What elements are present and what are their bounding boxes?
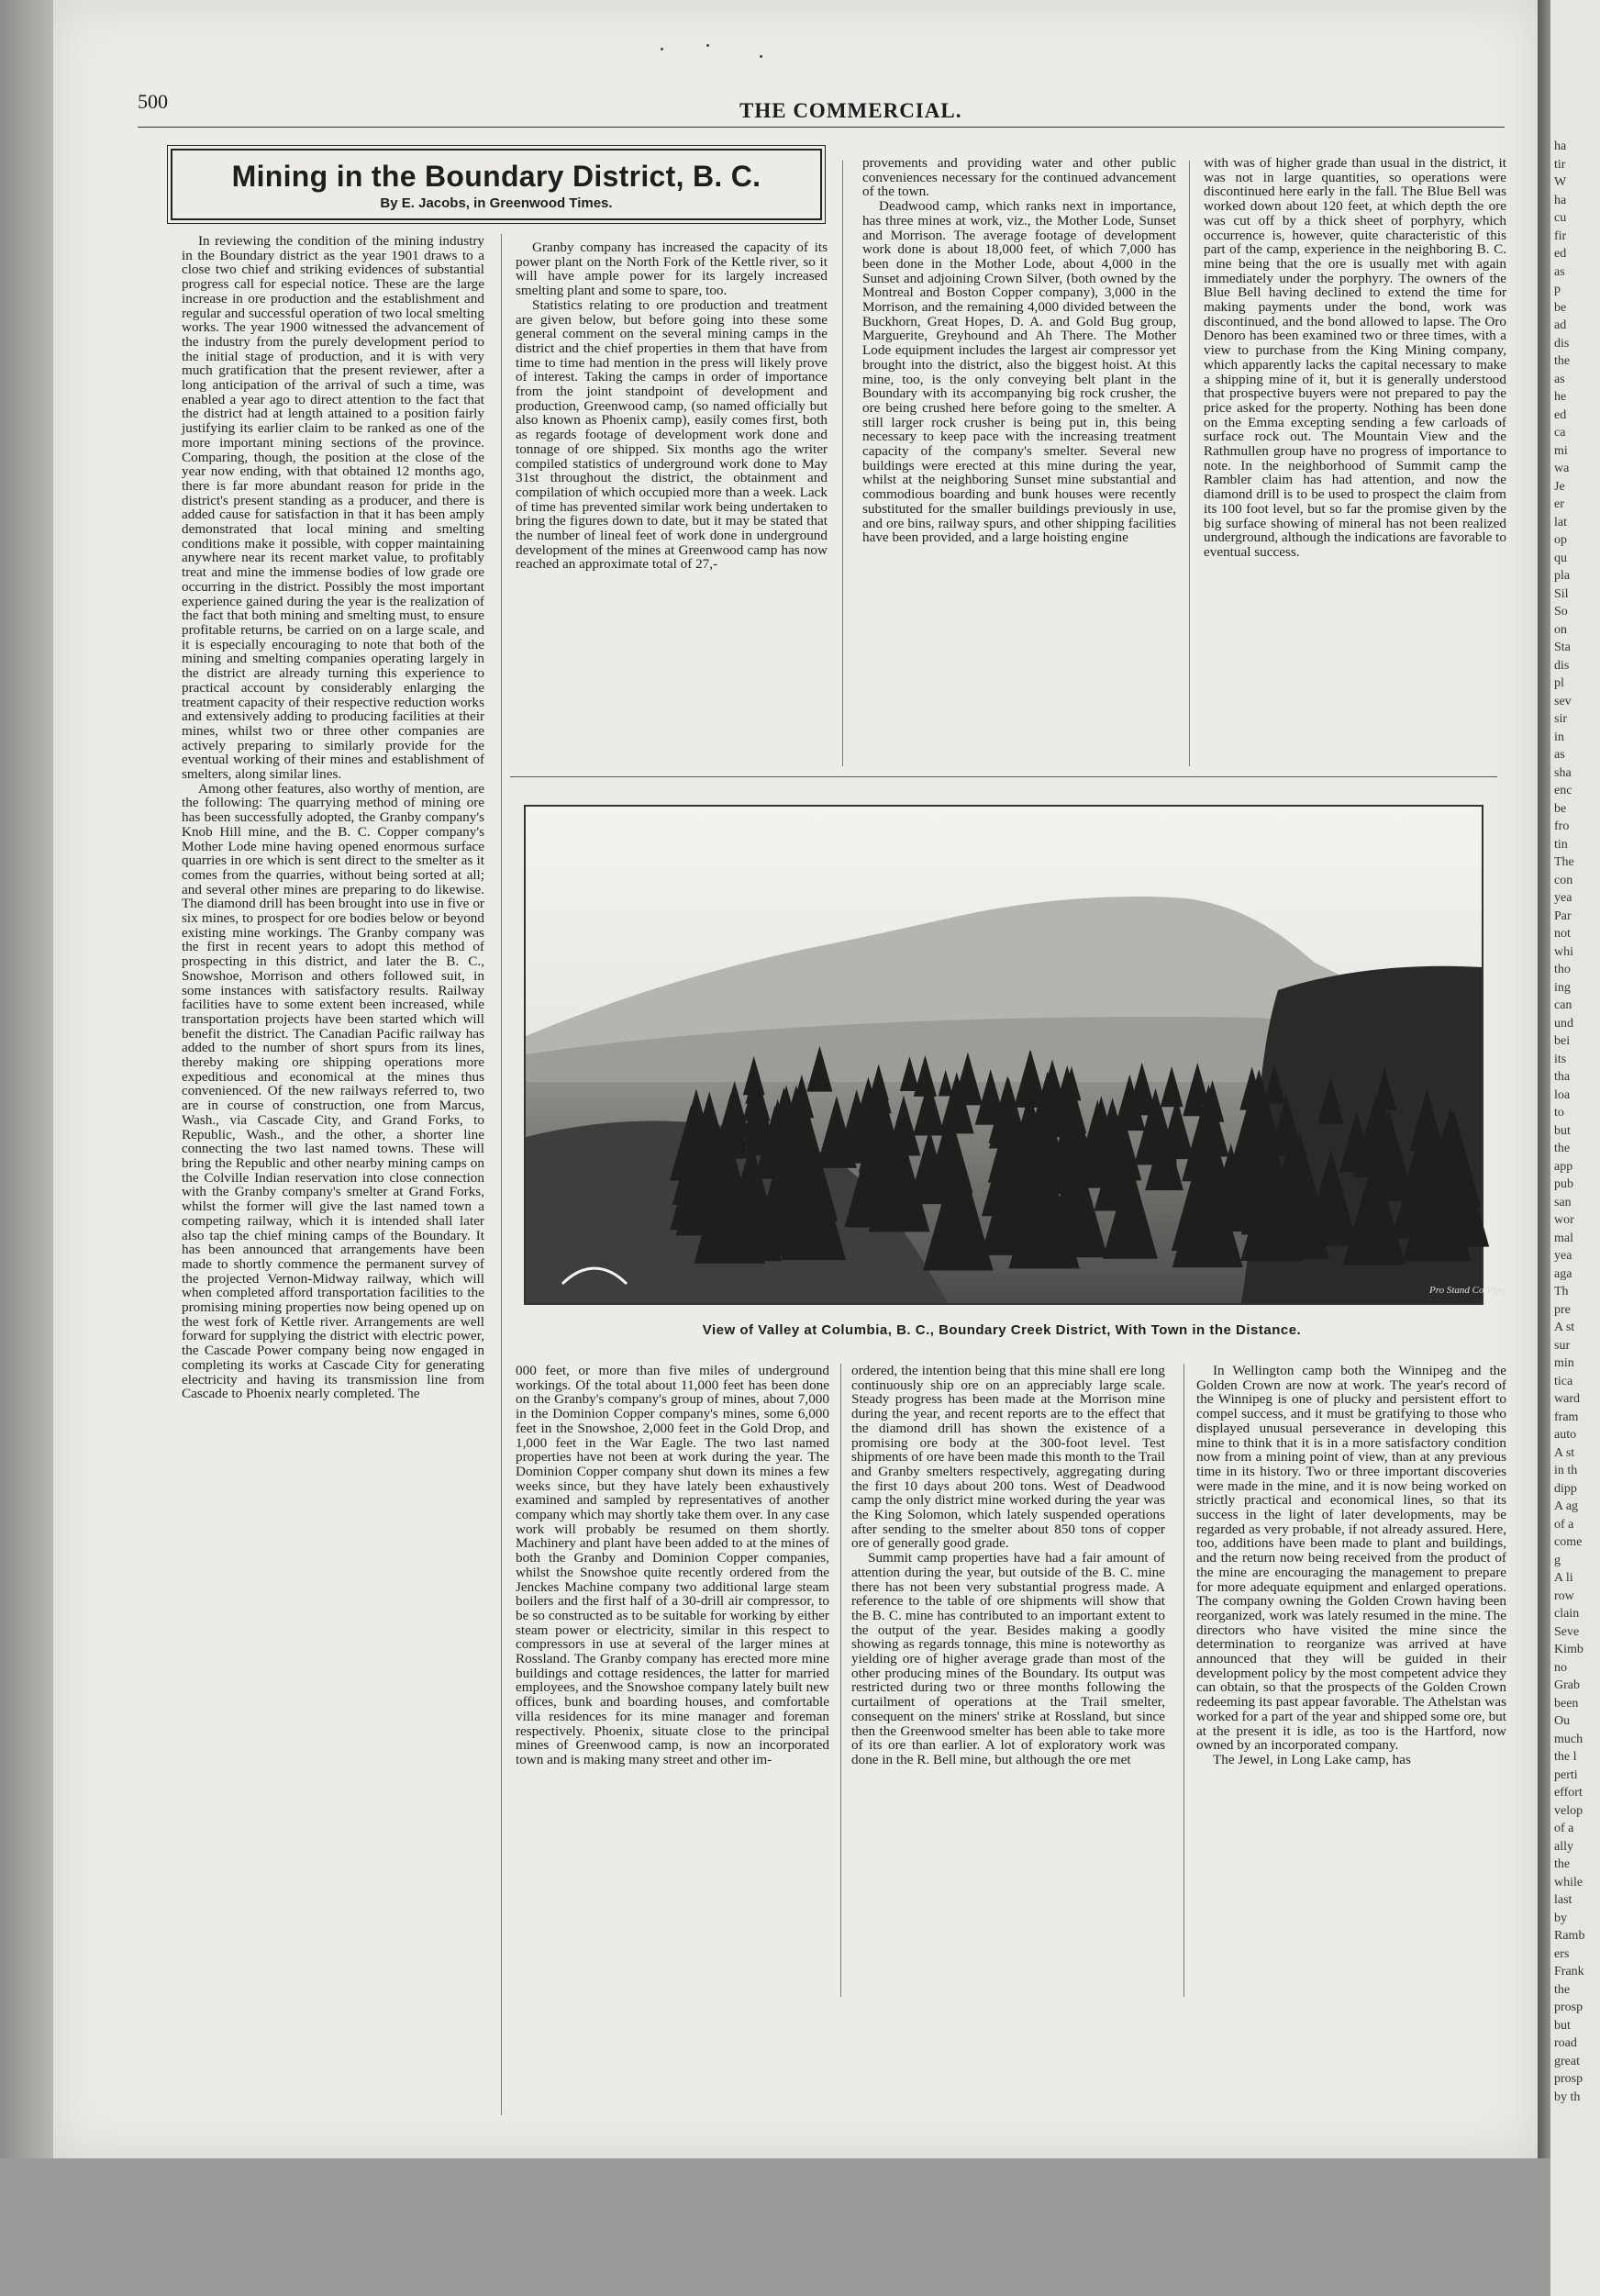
next-page-line: Grab (1554, 1678, 1580, 1692)
next-page-line: mi (1554, 443, 1568, 458)
column-rule (1183, 1364, 1184, 1997)
photo-credit: Pro Stand Co Wpg (1429, 1285, 1506, 1296)
next-page-line: er (1554, 497, 1564, 511)
next-page-line: tin (1554, 837, 1568, 852)
next-page-line: in (1554, 730, 1564, 744)
next-page-line: loa (1554, 1087, 1571, 1102)
next-page-line: be (1554, 801, 1567, 816)
next-page-line: ers (1554, 1946, 1570, 1961)
next-page-line: qu (1554, 551, 1567, 565)
next-page-line: clain (1554, 1607, 1580, 1621)
next-page-line: So (1554, 605, 1568, 619)
next-page-line: whi (1554, 944, 1573, 959)
next-page-line: pl (1554, 676, 1564, 690)
next-page-line: fro (1554, 819, 1570, 833)
column-4 (1204, 156, 1506, 762)
next-page-line: not (1554, 927, 1571, 941)
next-page-line: Seve (1554, 1624, 1580, 1639)
next-page-line: Kimb (1554, 1643, 1583, 1656)
next-page-line: as (1554, 372, 1565, 386)
photo-caption: View of Valley at Columbia, B. C., Boundary Creek District, With Town in the Distance. (702, 1322, 1302, 1338)
column-rule (840, 1364, 841, 1997)
next-page-line: much (1554, 1732, 1583, 1746)
next-page-line: prosp (1554, 2001, 1583, 2014)
next-page-line: by (1554, 1911, 1567, 1925)
column-rule (1189, 161, 1190, 766)
next-page-line: app (1554, 1159, 1573, 1174)
next-page-line: of a (1554, 1517, 1574, 1532)
next-page-line: enc (1554, 784, 1572, 797)
next-page-line: cu (1554, 211, 1567, 225)
next-page-line: yea (1554, 891, 1572, 905)
next-page-line: tho (1554, 963, 1571, 976)
next-page-line: ad (1554, 318, 1567, 332)
next-page-line: ha (1554, 193, 1567, 207)
paragraph: ordered, the intention being that this mine shall ere long continuously ship ore on an appreciably large scale. Steady progress has been made at the Morrison mine during the year, and recent reports are to the effect that the diamond drill has shown the existence of a promising ore body at the 300-foot level. Test shipments of ore have been made this month to the Trail and Granby smelters respectively, aggregating during the first 10 days about 200 tons. West of Deadwood camp the only district mine worked during the year was the King Solomon, which lately suspended operations after sending to the smelter about 850 tons of copper ore of generally good grade. (851, 1363, 1165, 1552)
next-page-line: dis (1554, 658, 1570, 673)
next-page-line: as (1554, 748, 1565, 762)
next-page-line: ca (1554, 426, 1566, 440)
next-page-line: op (1554, 533, 1567, 547)
next-page-line: pre (1554, 1302, 1571, 1317)
next-page-line: great (1554, 2054, 1580, 2068)
next-page-line: no (1554, 1660, 1567, 1675)
next-page-line: lat (1554, 515, 1567, 529)
next-page-line: effort (1554, 1786, 1583, 1800)
next-page-line: ha (1554, 139, 1567, 153)
paragraph: In reviewing the condition of the mining industry in the Boundary district as the year 1901 draws to a close two chief and striking evidences of substantial progress call for especial notice. These are the large increase in ore production and the establishment and regular and successful operation of two local smelting works. The year 1900 witnessed the advancement of the industry from the purely development period to the initial stage of production, and it is with very much gratification that the present reviewer, after a long anticipation of the arrival of such a time, was enabled a year ago to direct attention to the fact that the district had at length attained to a position fairly justifying its earlier claim to be ranked as one of the more important mining sections of the province. Comparing, though, the position at the close of the year now ending, with that obtained 12 months ago, there is far more abundant reason for pride in the district's present standing as a producer, and there is added cause for satisfaction in that it has been amply demonstrated that local mining and smelting conditions make it possible, with copper maintaining anywhere near its recent market value, to profitably treat and mine the immense bodies of low grade ore occurring in the district. Possibly the most important experience gained during the year is the realization of the fact that both mining and smelting must, to ensure profitable returns, be carried on on a large scale, and it is especially encouraging to note that both of the mining and smelting companies operating largely in the district are already turning this experience to practical account by considerably enlarging the treatment capacity of their respective reduction works and extensively adding to producing facilities at their mines, whilst two or three other companies are actively preparing to similarly provide for the eventual working of their mines and establishment of smelters, along similar lines. (182, 233, 484, 783)
valley-photograph (524, 805, 1506, 1305)
next-page-line: auto (1554, 1428, 1577, 1442)
next-page-line: velop (1554, 1803, 1583, 1818)
next-page-line: A ag (1554, 1499, 1579, 1513)
column-4-lower (1196, 1364, 1506, 1997)
column-rule (842, 161, 843, 766)
next-page-line: und (1554, 1016, 1573, 1031)
next-page-line: but (1554, 1123, 1571, 1138)
next-page-line: its (1554, 1052, 1567, 1066)
next-page-line: the (1554, 1857, 1571, 1871)
paragraph: Statistics relating to ore production and treatment are given below, but before going into these some general comment on the several mining camps in the district and the chief properties in them that have from time to time had mention in the press will likely prove of interest. Taking the camps in order of importance from the joint standpoint of development and production, Greenwood camp, (so named officially but also known as Phoenix camp), easily comes first, both as regards footage of development work done and tonnage of ore shipped. Six months ago the writer compiled statistics of underground work done to May 31st throughout the district, the obtainment and compilation of which occupied more than a week. Lack of time has prevented similar work being undertaken to bring the figures down to date, but it may be stated that the number of lineal feet of work done in underground development of the mines at Greenwood camp has now reached an approximate total of 27,- (516, 296, 828, 573)
column-3 (862, 156, 1176, 762)
article-title-box (171, 149, 822, 220)
next-page-line: A st (1554, 1321, 1575, 1334)
next-page-line: row (1554, 1588, 1574, 1603)
next-page-line: to (1554, 1106, 1564, 1120)
next-page-line: A st (1554, 1445, 1575, 1460)
next-page-line: Sil (1554, 586, 1569, 601)
journal-title: THE COMMERCIAL. (739, 99, 962, 122)
next-page-line: as (1554, 264, 1565, 279)
next-page-line: san (1554, 1195, 1572, 1209)
next-page-line: sur (1554, 1338, 1571, 1353)
paragraph: Summit camp properties have had a fair amount of attention during the year, but outside of the B. C. mine there has not been very substantial progress made. A reference to the table of ore shipments will show that the B. C. mine has contributed to an important extent to the output of the year. Besides making a goodly showing as regards tonnage, this mine is noteworthy as yielding ore of higher average grade than most of the other producing mines of the Boundary. Its output was restricted during two or three months following the curtailment of operations at the Trail smelter, consequent on the miners' strike at Rossland, but since then the Greenwood smelter has been able to take more of its ore than earlier. A lot of exploratory work was done in the R. Bell mine, but although the ore met (851, 1550, 1165, 1767)
paragraph: with was of higher grade than usual in the district, it was not in large quantities, so operations were discontinued here early in the fall. The Blue Bell was worked down about 120 feet, at which depth the ore was cut off by a thick sheet of porphyry, which occurrence is, however, quite characteristic of this part of the camp, experience in the neighboring B. C. mine being that the ore is usually met with again immediately under the porphyry. The owners of the Blue Bell having declined to extend the time for making payments under the bond, work was discontinued, and the bond allowed to lapse. The Oro Denoro has been examined two or three times, with a view to purchase from the King Mining company, which apparently lacks the capital necessary to make a shipping mine of it, but it is generally understood that prospective buyers were not prepared to pay the price asked for the property. Nothing has been done on the Emma excepting sending a few carloads of surface rock out. The Mountain View and the Rathmullen group have no progress of importance to note. In the neighborhood of Summit camp the Rambler claim has had attention, and now the diamond drill is to be used to prospect the claim from its 100 foot level, but so far the promise given by the big surface showing of mineral has not been realized underground, although the indications are favorable to eventual success. (1204, 155, 1506, 560)
next-page-line: ward (1554, 1392, 1580, 1406)
next-page-line: road (1554, 2036, 1577, 2050)
next-page-line: the l (1554, 1750, 1577, 1764)
next-page-line: pub (1554, 1177, 1573, 1191)
next-page-line: dis (1554, 336, 1570, 351)
next-page-line: Par (1554, 908, 1572, 923)
next-page-line: The (1554, 855, 1574, 869)
next-page-fragment (1550, 0, 1600, 2296)
article-byline: By E. Jacobs, in Greenwood Times. (380, 195, 613, 211)
next-page-line: be (1554, 300, 1567, 315)
paragraph: The Jewel, in Long Lake camp, has (1213, 1751, 1411, 1767)
next-page-line: ally (1554, 1839, 1573, 1854)
next-page-line: Frank (1554, 1965, 1584, 1978)
next-page-line: can (1554, 998, 1572, 1012)
next-page-line: ing (1554, 980, 1571, 995)
next-page-line: bei (1554, 1034, 1571, 1048)
next-page-line: dipp (1554, 1481, 1577, 1496)
next-page-line: fram (1554, 1410, 1579, 1424)
paragraph: Granby company has increased the capacity of its power plant on the North Fork of the Kettle river, so it will have ample power for its largely increased smelting plant and some to spare, too. (516, 240, 828, 299)
next-page-line: tir (1554, 157, 1566, 172)
next-page-line: yea (1554, 1249, 1572, 1263)
next-page-line: prosp (1554, 2072, 1583, 2086)
next-page-line: p (1554, 283, 1561, 296)
next-page-line: mal (1554, 1231, 1573, 1245)
next-page-line: min (1554, 1356, 1574, 1370)
next-page-line: on (1554, 622, 1567, 637)
next-page-line: wor (1554, 1213, 1574, 1227)
next-page-line: con (1554, 873, 1573, 887)
next-page-line: aga (1554, 1266, 1572, 1281)
next-page-line: while (1554, 1875, 1583, 1889)
paragraph: In Wellington camp both the Winnipeg and the Golden Crown are now at work. The year's record of the Winnipeg is one of plucky and persistent effort to compel success, and it must be gratifying to those who displayed unusual perseverance in developing this mine to think that it is in a more satisfactory condition now from a mining point of view, than at any previous time in its history. Two or three important discoveries were made in the mine, and it is now being worked on strictly practical and economical lines, so that its success in the light of later developments, may be regarded as very probable, if not already assured. Here, too, additions have been made to plant and buildings, and the return now being received from the product of the mine are encouraging the management to prepare for more adequate equipment and enlarged operations. The company owning the Golden Crown having been reorganized, work was lately resumed in the mine. The directors who have visited the mine since the determination to reorganize was arrived at have announced that they will be guided in their development policy by the most competent advice they can obtain, so that the prospects of the Golden Crown redeeming its past appear favorable. The Athelstan was worked for a part of the year and shipped some ore, but at the present it is idle, as too is the Hartford, now owned by an incorporated company. (1196, 1363, 1506, 1754)
next-page-line: Ramb (1554, 1929, 1585, 1943)
next-page-line: been (1554, 1696, 1579, 1711)
page-number: 500 (138, 90, 168, 113)
next-page-line: of a (1554, 1822, 1574, 1835)
header-rule (138, 127, 1505, 128)
next-page-line: A li (1554, 1571, 1573, 1585)
paragraph: Deadwood camp, which ranks next in importance, has three mines at work, viz., the Mother Lode, Sunset and Morrison. The average footage of development work done is about 18,000 feet, of which 7,000 has been done in the Mother Lode, about 4,000 in the Sunset and adjoining Crown Silver, (both owned by the Montreal and Boston Copper company), 3,000 in the Morrison, and the remaining 4,000 divided between the Buckhorn, Great Hopes, D. A. and Gold Bug group, Marguerite, Greyhound and Ah There. The Mother Lode equipment includes the largest air compressor yet brought into the district, also the biggest hoist. At this mine, too, is the only conveying belt plant in the Boundary with its accompanying big rock crusher, the ore being crushed here before going to the smelter. A still larger rock crusher is being put in, this being necessary to keep pace with the increasing treatment capacity of the company's smelter. Several new buildings were erected at this mine during the year, whilst at the neighboring Sunset mine substantial and commodious boarding and bunk houses were recently substituted for the smaller buildings previously in use, and ore bins, railway spurs, and other shipping facilities have been provided, and a large hoisting engine (862, 198, 1176, 546)
next-page-line: wa (1554, 462, 1570, 475)
column-rule (501, 234, 502, 2115)
next-page-line: the (1554, 1982, 1571, 1997)
next-page-line: g (1554, 1553, 1561, 1567)
column-2-lower (516, 1364, 829, 1997)
next-page-line: Ou (1554, 1714, 1571, 1728)
next-page-line: sev (1554, 694, 1572, 708)
paragraph: provements and providing water and other public conveniences necessary for the continued advancement of the town. (862, 155, 1176, 200)
paragraph: 000 feet, or more than five miles of underground workings. Of the total about 11,000 feet has been done on the Granby's company's group of mines, about 7,000 in the Dominion Copper company's mines, some 6,000 feet in the Snowshoe, 2,000 feet in the Gold Drop, and 1,000 feet in the War Eagle. The two last named properties have not been at work during the year. The Dominion Copper company shut down its mines a few weeks since, but they have lately been exhaustively examined and sampled by representatives of another company which may shortly take them over. In any case work will probably be resumed on them shortly. Machinery and plant have been added to at the mines of both the Granby and Dominion Copper companies, whilst the Snowshoe quite recently ordered from the Jenckes Machine company two additional large steam boilers and the first half of a 30-drill air compressor, to be so constructed as to be suitable for working by either steam power or electricity, similar in this respect to compressors in use at several of the larger mines at Rossland. The Granby company has erected more mine buildings and cottage residences, the latter for married employees, and the Snowshoe company lately built new offices, bunk and boarding houses, and comfortable villa residences for its mine manager and foreman respectively. Phoenix, situate close to the principal mines of Greenwood camp, is now an incorporated town and is making many street and other im- (516, 1363, 829, 1767)
speck (760, 55, 762, 58)
column-1 (182, 234, 484, 1500)
next-page-line: Sta (1554, 641, 1571, 654)
next-page-line: tha (1554, 1070, 1571, 1084)
paragraph: Among other features, also worthy of mention, are the following: The quarrying method of mining ore has been successfully adopted, the Granby company's Knob Hill mine, and the B. C. Copper company's Mother Lode mine having opened enormous surface quarries in ore which is sent direct to the smelter as it comes from the quarries, without being sorted at all; and several other mines are preparing to do likewise. The diamond drill has been brought into use in five or six mines, to prospect for ore bodies below or beyond existing mine workings. The Granby company was the first in recent years to adopt this method of prospecting in this district, and later the B. C., Snowshoe, Morrison and others followed suit, in some instances with satisfactory results. Railway facilities have to some extent been increased, while transportation projects have been started which will benefit the district. The Canadian Pacific railway has added to the number of short spurs from its lines, thereby making ore shipping operations more expeditious and economical at the mines thus convenienced. Of the new railways referred to, two are in course of construction, one from Marcus, Wash., via Cascade City, and Grand Forks, to Republic, Wash., and the other, a shorter line connecting the two last named towns. These will bring the Republic and other nearby mining camps on the Colville Indian reservation into close connection with the Granby company's smelter at Grand Forks, whilst the former will give the last named town a competing railway, which it is intended shall later also tap the chief mining camps of the Boundary. It has been announced that arrangements have been made to shortly commence the permanent survey of the projected Vernon-Midway railway, which will when completed afford transportation facilities to the promising mining properties now being opened up on the west fork of Kettle river. Arrangements are well forward for supplying the district with electric power, the Cascade Power company being now engaged in completing its works at Cascade City for generating electricity and having its transmission line from Cascade to Phoenix nearly completed. The (182, 780, 484, 1402)
next-page-line: Je (1554, 479, 1565, 494)
next-page-line: sha (1554, 765, 1572, 780)
next-page-line: the (1554, 354, 1571, 368)
next-page-line: last (1554, 1893, 1572, 1907)
speck (706, 44, 709, 47)
valley-landscape-image (526, 807, 1506, 1303)
column-3-lower (851, 1364, 1165, 1997)
next-page-line: tica (1554, 1374, 1573, 1388)
next-page-line: Th (1554, 1285, 1569, 1298)
next-page-line: perti (1554, 1767, 1578, 1782)
next-page-line: ed (1554, 247, 1567, 261)
next-page-line: in th (1554, 1464, 1578, 1477)
binding-gutter (1538, 0, 1550, 2158)
column-2 (516, 240, 828, 763)
next-page-line: by th (1554, 2090, 1581, 2104)
next-page-line: sir (1554, 712, 1567, 726)
section-rule (510, 776, 1497, 777)
next-page-line: ed (1554, 407, 1567, 422)
next-page-line: but (1554, 2018, 1571, 2033)
next-page-line: fir (1554, 228, 1567, 243)
next-page-line: the (1554, 1142, 1571, 1155)
speck (661, 48, 663, 50)
left-page-edge (0, 0, 53, 2158)
next-page-line: he (1554, 390, 1567, 404)
next-page-line: pla (1554, 569, 1571, 583)
article-title: Mining in the Boundary District, B. C. (231, 160, 761, 193)
next-page-line: come (1554, 1535, 1583, 1549)
next-page-line: W (1554, 175, 1567, 189)
